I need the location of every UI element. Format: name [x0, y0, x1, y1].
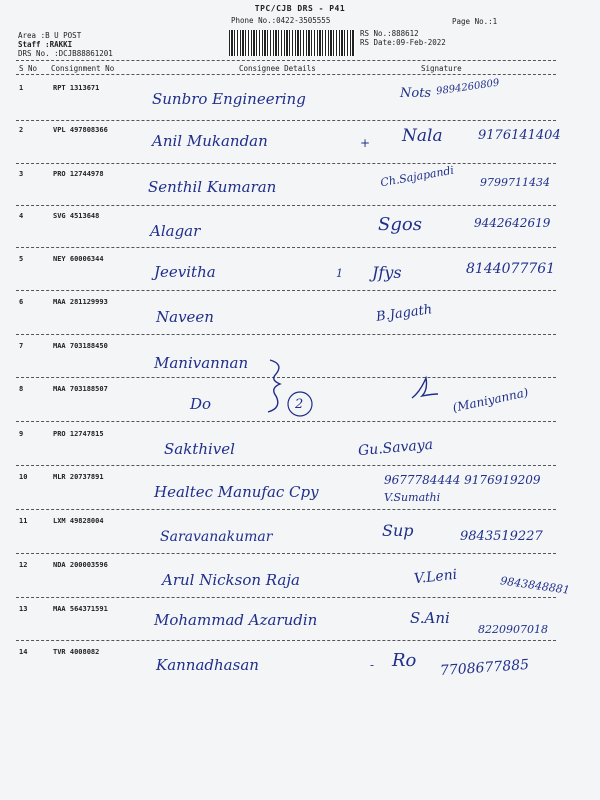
row-consignee-name: Kannadhasan [156, 656, 259, 674]
column-consignment: Consignment No [51, 64, 115, 73]
row-mobile: 9799711434 [480, 176, 550, 189]
row-consignment: PRO 12744978 [53, 170, 104, 178]
row-sno: 1 [19, 84, 24, 92]
row-divider [16, 334, 556, 335]
row-sno: 6 [19, 298, 24, 306]
row-mobile: 9843519227 [460, 529, 543, 544]
column-sno: S No [19, 64, 38, 73]
table-row [0, 648, 600, 690]
row-divider [16, 205, 556, 206]
row-consignee-name: Sunbro Engineering [152, 90, 306, 108]
row-signature: Ro [392, 650, 417, 671]
table-row [0, 126, 600, 168]
row-mobile: 9677784444 9176919209 [384, 473, 541, 487]
row-divider [16, 640, 556, 641]
row-signature: Nala [402, 126, 443, 146]
bracket-annotation [262, 358, 322, 420]
row-consignee-name: Do [190, 395, 212, 413]
circled-number: 2 [295, 397, 304, 412]
row-sno: 13 [19, 605, 28, 613]
row-consignee-name: Alagar [150, 222, 201, 240]
row-sno: 12 [19, 561, 28, 569]
row-sno: 2 [19, 126, 24, 134]
row-signature: V.Leni [413, 566, 458, 588]
row-divider [16, 597, 556, 598]
row-mobile: 8144077761 [466, 261, 556, 277]
row-signature: Jfys [372, 263, 402, 282]
row-signature: Nots [400, 86, 432, 101]
row-consignment: NDA 200003596 [53, 561, 108, 569]
row-sno: 8 [19, 385, 24, 393]
tick-mark: + [360, 136, 371, 150]
row-divider [16, 120, 556, 121]
row-consignment: MAA 564371591 [53, 605, 108, 613]
row-consignee-name: Anil Mukandan [152, 132, 268, 150]
staff-label: Staff :RAKKI [18, 40, 73, 49]
row-mobile: 7708677885 [439, 656, 530, 680]
row-consignee-name: Mohammad Azarudin [154, 611, 318, 629]
row-sno: 7 [19, 342, 24, 350]
sheet-title: TPC/CJB DRS - P41 [254, 4, 346, 13]
row-divider [16, 290, 556, 291]
row-sno: 9 [19, 430, 24, 438]
drs-number: DRS No. :DCJB88861201 [18, 49, 113, 58]
column-consignee: Consignee Details [239, 64, 316, 73]
rs-number: RS No.:888612 [360, 29, 419, 38]
row-signature: (Maniyanna) [451, 385, 530, 415]
dash-mark: - [370, 658, 375, 672]
row-consignment: MAA 703188450 [53, 342, 108, 350]
row-consignee-name: Arul Nickson Raja [162, 571, 300, 589]
row-consignee-name: Sakthivel [164, 440, 235, 458]
row-mobile: 9442642619 [474, 216, 551, 230]
row-consignee-name: Senthil Kumaran [148, 178, 277, 196]
phone-number: Phone No.:0422-3505555 [231, 16, 331, 25]
header-divider-top [16, 60, 556, 61]
row-consignment: VPL 497808366 [53, 126, 108, 134]
row-consignment: MAA 281129993 [53, 298, 108, 306]
column-signature: Signature [421, 64, 462, 73]
row-consignment: TVR 4008082 [53, 648, 100, 656]
row-mobile: 8220907018 [478, 623, 548, 636]
header-divider-bottom [16, 74, 556, 75]
row-divider [16, 553, 556, 554]
row-sno: 10 [19, 473, 28, 481]
row-divider [16, 421, 556, 422]
row-consignment: SVG 4513648 [53, 212, 100, 220]
row-signature: V.Sumathi [384, 491, 441, 504]
row-divider [16, 465, 556, 466]
signature-stroke [408, 372, 442, 402]
row-consignee-name: Healtec Manufac Cpy [154, 483, 319, 501]
row-consignee-name: Jeevitha [154, 263, 216, 281]
row-signature: Ch.Sajapandi [379, 163, 455, 190]
row-signature: S.Ani [410, 609, 450, 627]
tick-mark: 1 [336, 267, 343, 280]
row-consignment: PRO 12747815 [53, 430, 104, 438]
row-divider [16, 509, 556, 510]
row-consignee-name: Saravanakumar [160, 529, 273, 545]
row-sno: 3 [19, 170, 24, 178]
page-number: Page No.:1 [452, 17, 498, 26]
row-sno: 4 [19, 212, 24, 220]
row-divider [16, 163, 556, 164]
row-signature: B.Jagath [375, 302, 434, 325]
row-consignment: MLR 20737891 [53, 473, 104, 481]
row-consignee-name: Manivannan [154, 354, 249, 372]
row-sno: 14 [19, 648, 28, 656]
row-consignment: LXM 49828004 [53, 517, 104, 525]
rs-date: RS Date:09-Feb-2022 [360, 38, 446, 47]
row-sno: 5 [19, 255, 24, 263]
row-mobile: 9843848881 [499, 574, 571, 597]
row-signature: Sup [382, 521, 414, 540]
row-mobile: 9894260809 [435, 77, 501, 98]
row-consignment: MAA 703188507 [53, 385, 108, 393]
row-signature: Sgos [378, 214, 422, 235]
area-label: Area :B U POST [18, 31, 82, 40]
row-mobile: 9176141404 [478, 128, 561, 143]
barcode [229, 30, 355, 56]
row-consignment: NEY 60006344 [53, 255, 104, 263]
row-consignee-name: Naveen [156, 308, 214, 326]
row-sno: 11 [19, 517, 28, 525]
row-signature: Gu.Savaya [357, 436, 434, 460]
row-consignment: RPT 1313671 [53, 84, 100, 92]
row-divider [16, 247, 556, 248]
